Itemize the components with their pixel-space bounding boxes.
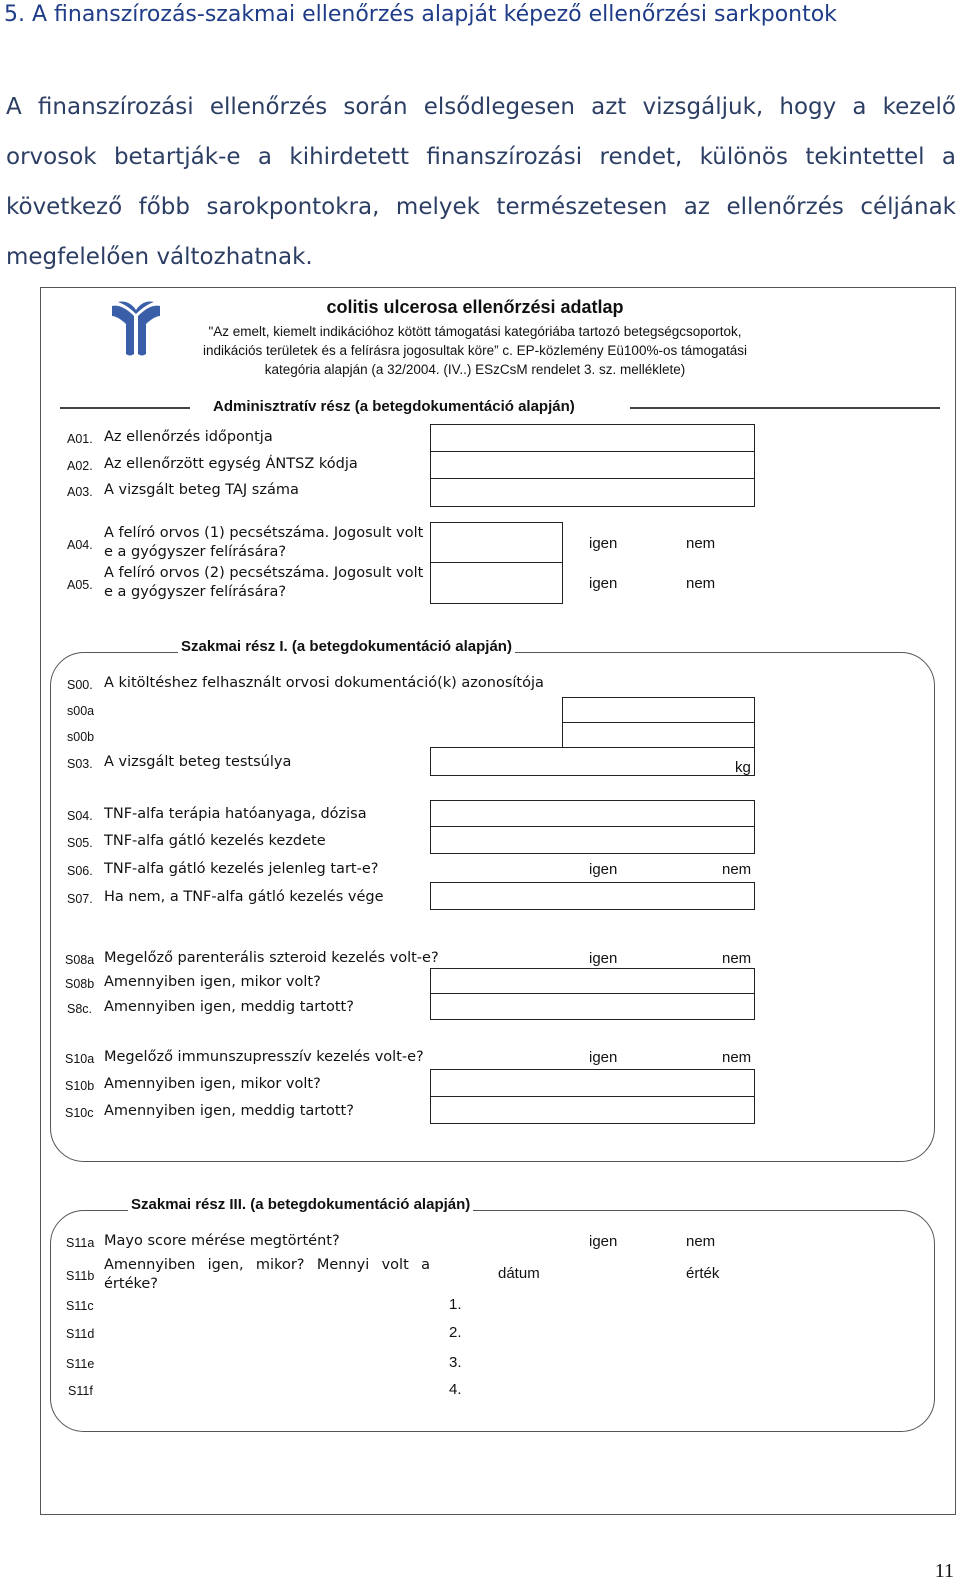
- row-label: TNF-alfa terápia hatóanyaga, dózisa: [104, 806, 367, 822]
- row-code: S10c: [65, 1106, 94, 1120]
- doc-id-b-input-box[interactable]: [562, 722, 755, 749]
- row-label: Megelőző immunszupresszív kezelés volt-e?: [104, 1049, 424, 1065]
- row-label: A kitöltéshez felhasznált orvosi dokumentáció(k) azonosítója: [104, 675, 544, 691]
- oep-logo-icon: [110, 300, 162, 358]
- row-code: S03.: [67, 757, 93, 771]
- section-heading: 5. A finanszírozás-szakmai ellenőrzés alapját képező ellenőrzési sarkpontok: [4, 2, 837, 27]
- tnf-start-input-box[interactable]: [430, 826, 755, 854]
- no-option[interactable]: nem: [686, 535, 716, 552]
- row-code: S11e: [66, 1357, 95, 1371]
- row-label: Amennyiben igen, mikor? Mennyi volt a értéke?: [104, 1257, 430, 1292]
- weight-input-box[interactable]: [430, 747, 755, 776]
- row-label: A felíró orvos (1) pecsétszáma. Jogosult volt e a gyógyszer felírására?: [104, 525, 424, 560]
- tnf-agent-input-box[interactable]: [430, 800, 755, 828]
- immuno-duration-input-box[interactable]: [430, 1096, 755, 1124]
- page-number: 11: [934, 1560, 954, 1582]
- row-code: S10b: [65, 1079, 95, 1093]
- row-label: Amennyiben igen, mikor volt?: [104, 974, 321, 990]
- row-number: 3.: [449, 1354, 462, 1371]
- row-code: S04.: [67, 809, 93, 823]
- value-column-header: érték: [686, 1265, 720, 1282]
- date-column-header: dátum: [498, 1265, 540, 1282]
- yes-option[interactable]: igen: [589, 950, 618, 967]
- row-code: A02.: [67, 459, 93, 473]
- no-option[interactable]: nem: [722, 861, 752, 878]
- admin-rule-left: [60, 407, 190, 409]
- weight-unit: kg: [735, 759, 751, 776]
- admin-section-title: Adminisztratív rész (a betegdokumentáció alapján): [210, 398, 578, 415]
- form-title: colitis ulcerosa ellenőrzési adatlap: [326, 297, 624, 317]
- row-label: TNF-alfa gátló kezelés kezdete: [104, 833, 326, 849]
- row-code: s00b: [67, 730, 95, 744]
- row-label: Amennyiben igen, meddig tartott?: [104, 999, 354, 1015]
- date-input-box[interactable]: [430, 424, 755, 453]
- no-option[interactable]: nem: [686, 1233, 716, 1250]
- row-code: S8c.: [67, 1002, 93, 1016]
- row-code: S08a: [65, 953, 95, 967]
- yes-option[interactable]: igen: [589, 1233, 618, 1250]
- intro-paragraph: A finanszírozási ellenőrzés során elsődlegesen azt vizsgáljuk, hogy a kezelő orvosok betartják-e a kihirdetett finanszírozási rendet, különös tekintettel a következő főbb sarokpontokra, melyek természetesen az ellenőrzés céljának megfelelően változhatnak.: [6, 94, 956, 270]
- row-code: S11f: [68, 1384, 93, 1398]
- row-label: Megelőző parenterális szteroid kezelés volt-e?: [104, 950, 439, 966]
- row-code: A03.: [67, 485, 93, 499]
- yes-option[interactable]: igen: [589, 535, 618, 552]
- row-label: A vizsgált beteg TAJ száma: [104, 482, 299, 498]
- no-option[interactable]: nem: [722, 1049, 752, 1066]
- row-code: A01.: [67, 432, 93, 446]
- steroid-when-input-box[interactable]: [430, 968, 755, 995]
- row-label: Mayo score mérése megtörtént?: [104, 1233, 340, 1249]
- row-code: S11d: [66, 1327, 95, 1341]
- immuno-when-input-box[interactable]: [430, 1069, 755, 1097]
- row-code: S06.: [67, 864, 93, 878]
- steroid-duration-input-box[interactable]: [430, 993, 755, 1020]
- row-label: Amennyiben igen, mikor volt?: [104, 1076, 321, 1092]
- row-code: S05.: [67, 836, 93, 850]
- row-number: 4.: [449, 1381, 462, 1398]
- row-code: A04.: [67, 538, 93, 552]
- szakmai1-section-title: Szakmai rész I. (a betegdokumentáció alapján): [178, 638, 515, 655]
- row-label: Amennyiben igen, meddig tartott?: [104, 1103, 354, 1119]
- taj-input-box[interactable]: [430, 478, 755, 507]
- row-code: S00.: [67, 678, 93, 692]
- row-label: A vizsgált beteg testsúlya: [104, 754, 292, 770]
- szakmai3-section-title: Szakmai rész III. (a betegdokumentáció alapján): [128, 1196, 473, 1213]
- row-number: 2.: [449, 1324, 462, 1341]
- doctor2-stamp-input-box[interactable]: [430, 562, 563, 604]
- row-code: s00a: [67, 704, 95, 718]
- row-label: A felíró orvos (2) pecsétszáma. Jogosult volt e a gyógyszer felírására?: [104, 565, 424, 600]
- doc-id-a-input-box[interactable]: [562, 697, 755, 724]
- row-label: Ha nem, a TNF-alfa gátló kezelés vége: [104, 889, 384, 905]
- row-number: 1.: [449, 1296, 462, 1313]
- yes-option[interactable]: igen: [589, 575, 618, 592]
- row-code: S11b: [66, 1269, 95, 1283]
- antsz-code-input-box[interactable]: [430, 451, 755, 480]
- no-option[interactable]: nem: [722, 950, 752, 967]
- no-option[interactable]: nem: [686, 575, 716, 592]
- row-code: S08b: [65, 977, 95, 991]
- row-label: Az ellenőrzés időpontja: [104, 429, 273, 445]
- form-subtitle: "Az emelt, kiemelt indikációhoz kötött támogatási kategóriába tartozó betegségcsoportok, indikációs területek és a felírásra jogosultak köre” c. EP-közlemény Eü100%-os támogatási kategória alapján (a 32/2004. (IV..) ESzCsM rendelet 3. sz. melléklete): [202, 324, 747, 377]
- admin-rule-right: [630, 407, 940, 409]
- row-code: S11c: [66, 1299, 94, 1313]
- doctor1-stamp-input-box[interactable]: [430, 522, 563, 564]
- row-code: S11a: [66, 1236, 95, 1250]
- yes-option[interactable]: igen: [589, 1049, 618, 1066]
- yes-option[interactable]: igen: [589, 861, 618, 878]
- tnf-end-input-box[interactable]: [430, 882, 755, 910]
- row-label: Az ellenőrzött egység ÁNTSZ kódja: [104, 456, 358, 472]
- row-code: S10a: [65, 1052, 95, 1066]
- row-code: A05.: [67, 578, 93, 592]
- row-code: S07.: [67, 892, 93, 906]
- row-label: TNF-alfa gátló kezelés jelenleg tart-e?: [104, 861, 379, 877]
